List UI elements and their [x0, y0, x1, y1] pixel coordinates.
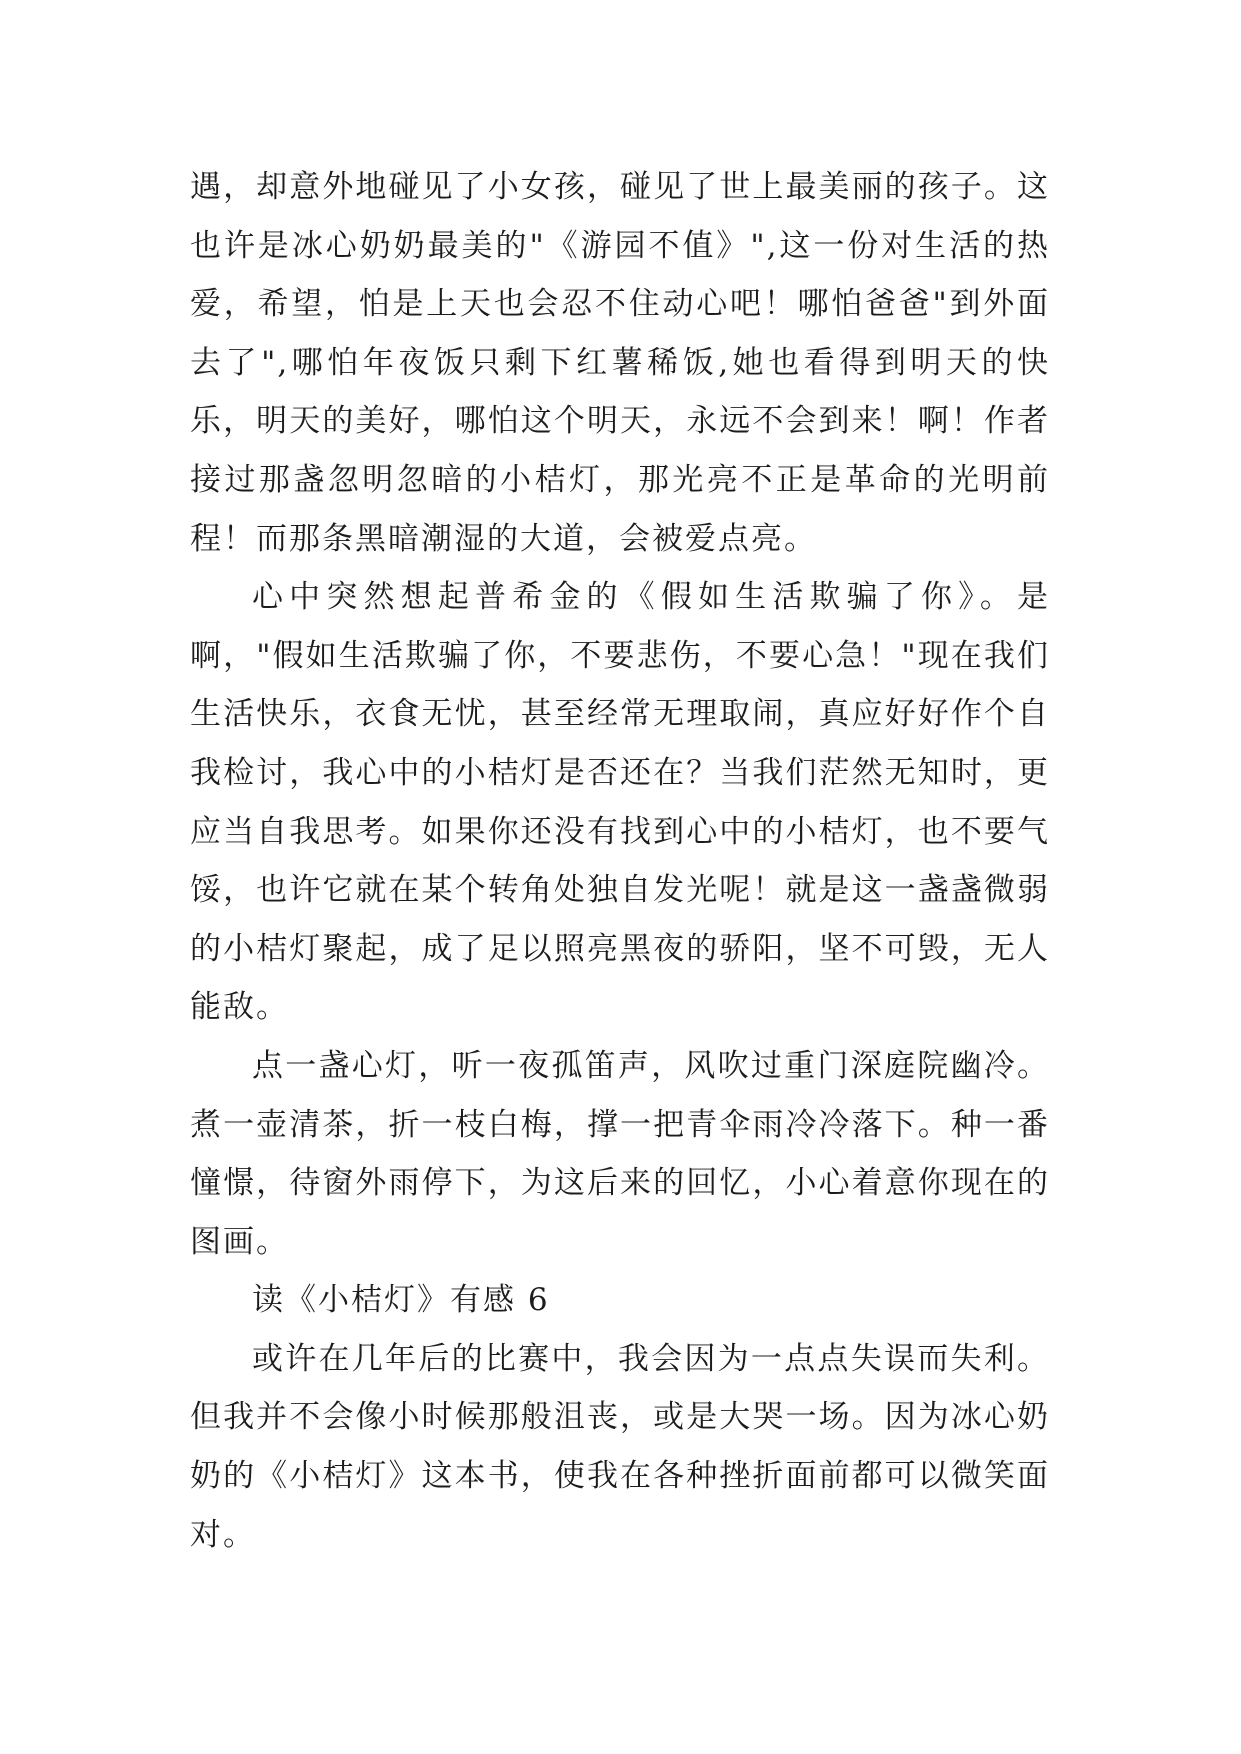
document-body — [190, 158, 1050, 1564]
paragraph-4: 或许在几年后的比赛中，我会因为一点点失误而失利。但我并不会像小时候那般沮丧，或是大哭一场。因为冰心奶奶的《小桔灯》这本书，使我在各种挫折面前都可以微笑面对。 — [190, 1340, 1050, 1553]
paragraph-1: 遇，却意外地碰见了小女孩，碰见了世上最美丽的孩子。这也许是冰心奶奶最美的"《游园不值》",这一份对生活的热爱，希望，怕是上天也会忍不住动心吧！哪怕爸爸"到外面去了",哪怕年夜饭只剩下红薯稀饭,她也看得到明天的快乐，明天的美好，哪怕这个明天，永远不会到来！啊！作者接过那盏忽明忽暗的小桔灯，那光亮不正是革命的光明前程！而那条黑暗潮湿的大道，会被爱点亮。 — [190, 169, 1050, 557]
paragraph-2: 心中突然想起普希金的《假如生活欺骗了你》。是啊，"假如生活欺骗了你，不要悲伤，不要心急！"现在我们生活快乐，衣食无忧，甚至经常无理取闹，真应好好作个自我检讨，我心中的小桔灯是否还在？当我们茫然无知时，更应当自我思考。如果你还没有找到心中的小桔灯，也不要气馁，也许它就在某个转角处独自发光呢！就是这一盏盏微弱的小桔灯聚起，成了足以照亮黑夜的骄阳，坚不可毁，无人能敌。 — [190, 579, 1050, 1026]
paragraph-3: 点一盏心灯，听一夜孤笛声，风吹过重门深庭院幽冷。煮一壶清茶，折一枝白梅，撑一把青伞雨冷冷落下。种一番憧憬，待窗外雨停下，为这后来的回忆，小心着意你现在的图画。 — [190, 1047, 1050, 1260]
section-heading: 读《小桔灯》有感 6 — [252, 1282, 550, 1319]
